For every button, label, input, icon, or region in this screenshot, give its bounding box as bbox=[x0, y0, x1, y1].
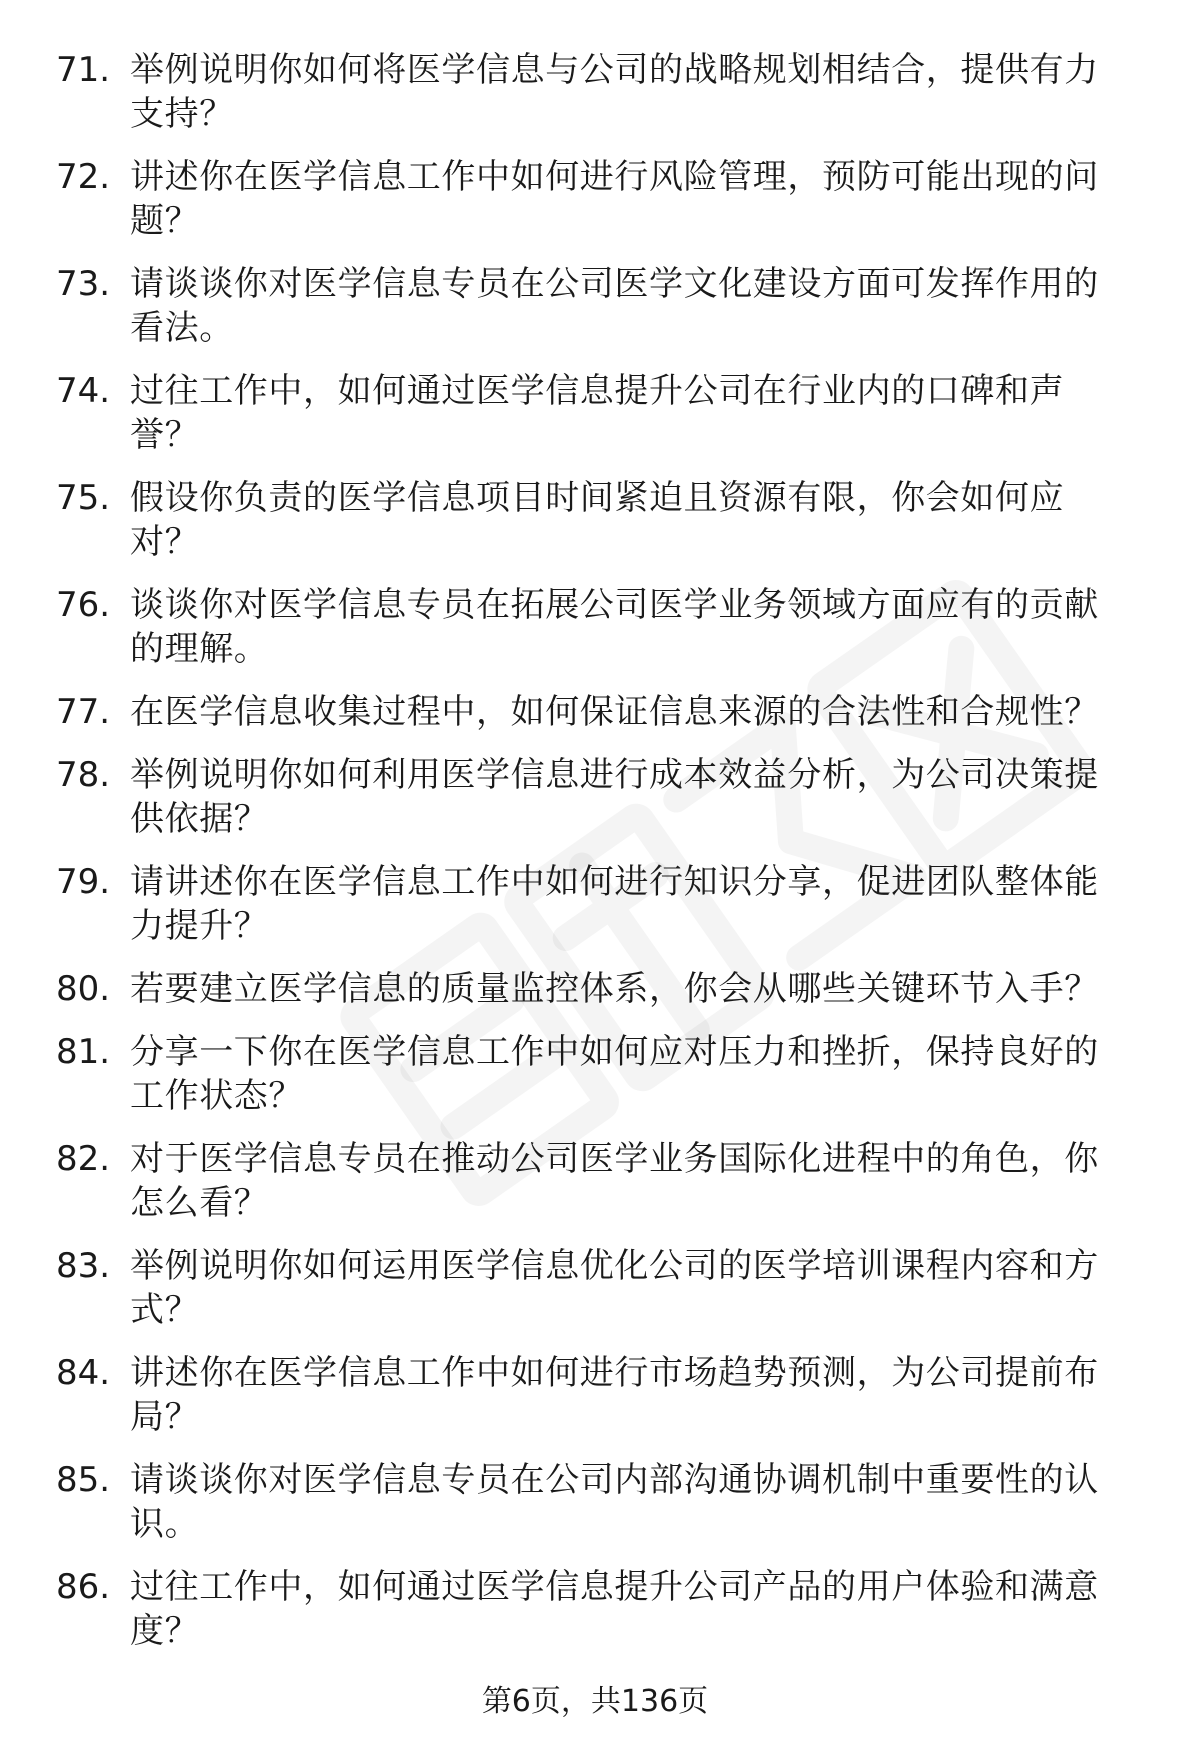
question-number: 76. bbox=[56, 585, 111, 625]
question-text: 请讲述你在医学信息工作中如何进行知识分享，促进团队整体能力提升？ bbox=[130, 862, 1099, 946]
question-number: 75. bbox=[56, 478, 111, 518]
question-item bbox=[56, 476, 1146, 564]
question-text: 讲述你在医学信息工作中如何进行市场趋势预测，为公司提前布局？ bbox=[130, 1353, 1099, 1437]
question-number: 84. bbox=[56, 1353, 111, 1393]
question-item bbox=[56, 1137, 1146, 1225]
question-item bbox=[56, 1030, 1146, 1118]
question-text: 请谈谈你对医学信息专员在公司内部沟通协调机制中重要性的认识。 bbox=[130, 1460, 1099, 1544]
question-item bbox=[56, 369, 1146, 457]
question-text: 过往工作中，如何通过医学信息提升公司产品的用户体验和满意度？ bbox=[130, 1567, 1099, 1651]
question-number: 71. bbox=[56, 50, 111, 90]
question-number: 73. bbox=[56, 264, 111, 304]
question-number: 86. bbox=[56, 1567, 111, 1607]
question-item bbox=[56, 690, 1146, 734]
question-number: 78. bbox=[56, 755, 111, 795]
question-text: 分享一下你在医学信息工作中如何应对压力和挫折，保持良好的工作状态？ bbox=[130, 1032, 1099, 1116]
question-text: 对于医学信息专员在推动公司医学业务国际化进程中的角色，你怎么看？ bbox=[130, 1139, 1099, 1223]
question-item bbox=[56, 1565, 1146, 1653]
question-text: 举例说明你如何将医学信息与公司的战略规划相结合，提供有力支持？ bbox=[130, 50, 1099, 134]
question-item bbox=[56, 1351, 1146, 1439]
question-text: 请谈谈你对医学信息专员在公司医学文化建设方面可发挥作用的看法。 bbox=[130, 264, 1099, 348]
question-number: 83. bbox=[56, 1246, 111, 1286]
question-text: 举例说明你如何运用医学信息优化公司的医学培训课程内容和方式？ bbox=[130, 1246, 1099, 1330]
question-item bbox=[56, 262, 1146, 350]
question-item bbox=[56, 48, 1146, 136]
question-item bbox=[56, 967, 1146, 1011]
question-number: 81. bbox=[56, 1032, 111, 1072]
question-text: 若要建立医学信息的质量监控体系，你会从哪些关键环节入手？ bbox=[130, 969, 1099, 1009]
question-number: 72. bbox=[56, 157, 111, 197]
question-text: 假设你负责的医学信息项目时间紧迫且资源有限，你会如何应对？ bbox=[130, 478, 1065, 562]
question-item bbox=[56, 860, 1146, 948]
question-item bbox=[56, 1458, 1146, 1546]
page-footer: 第6页，共136页 bbox=[481, 1684, 709, 1719]
question-item bbox=[56, 1244, 1146, 1332]
question-text: 举例说明你如何利用医学信息进行成本效益分析，为公司决策提供依据？ bbox=[130, 755, 1099, 839]
question-text: 过往工作中，如何通过医学信息提升公司在行业内的口碑和声誉？ bbox=[130, 371, 1065, 455]
question-text: 讲述你在医学信息工作中如何进行风险管理，预防可能出现的问题？ bbox=[130, 157, 1099, 241]
question-item bbox=[56, 583, 1146, 671]
question-text: 谈谈你对医学信息专员在拓展公司医学业务领域方面应有的贡献的理解。 bbox=[130, 585, 1099, 669]
question-number: 82. bbox=[56, 1139, 111, 1179]
question-item bbox=[56, 155, 1146, 243]
question-number: 85. bbox=[56, 1460, 111, 1500]
question-number: 74. bbox=[56, 371, 111, 411]
question-item bbox=[56, 753, 1146, 841]
question-number: 77. bbox=[56, 692, 111, 732]
question-text: 在医学信息收集过程中，如何保证信息来源的合法性和合规性？ bbox=[130, 692, 1099, 732]
question-number: 80. bbox=[56, 969, 111, 1009]
question-list bbox=[56, 48, 1146, 1672]
question-number: 79. bbox=[56, 862, 111, 902]
